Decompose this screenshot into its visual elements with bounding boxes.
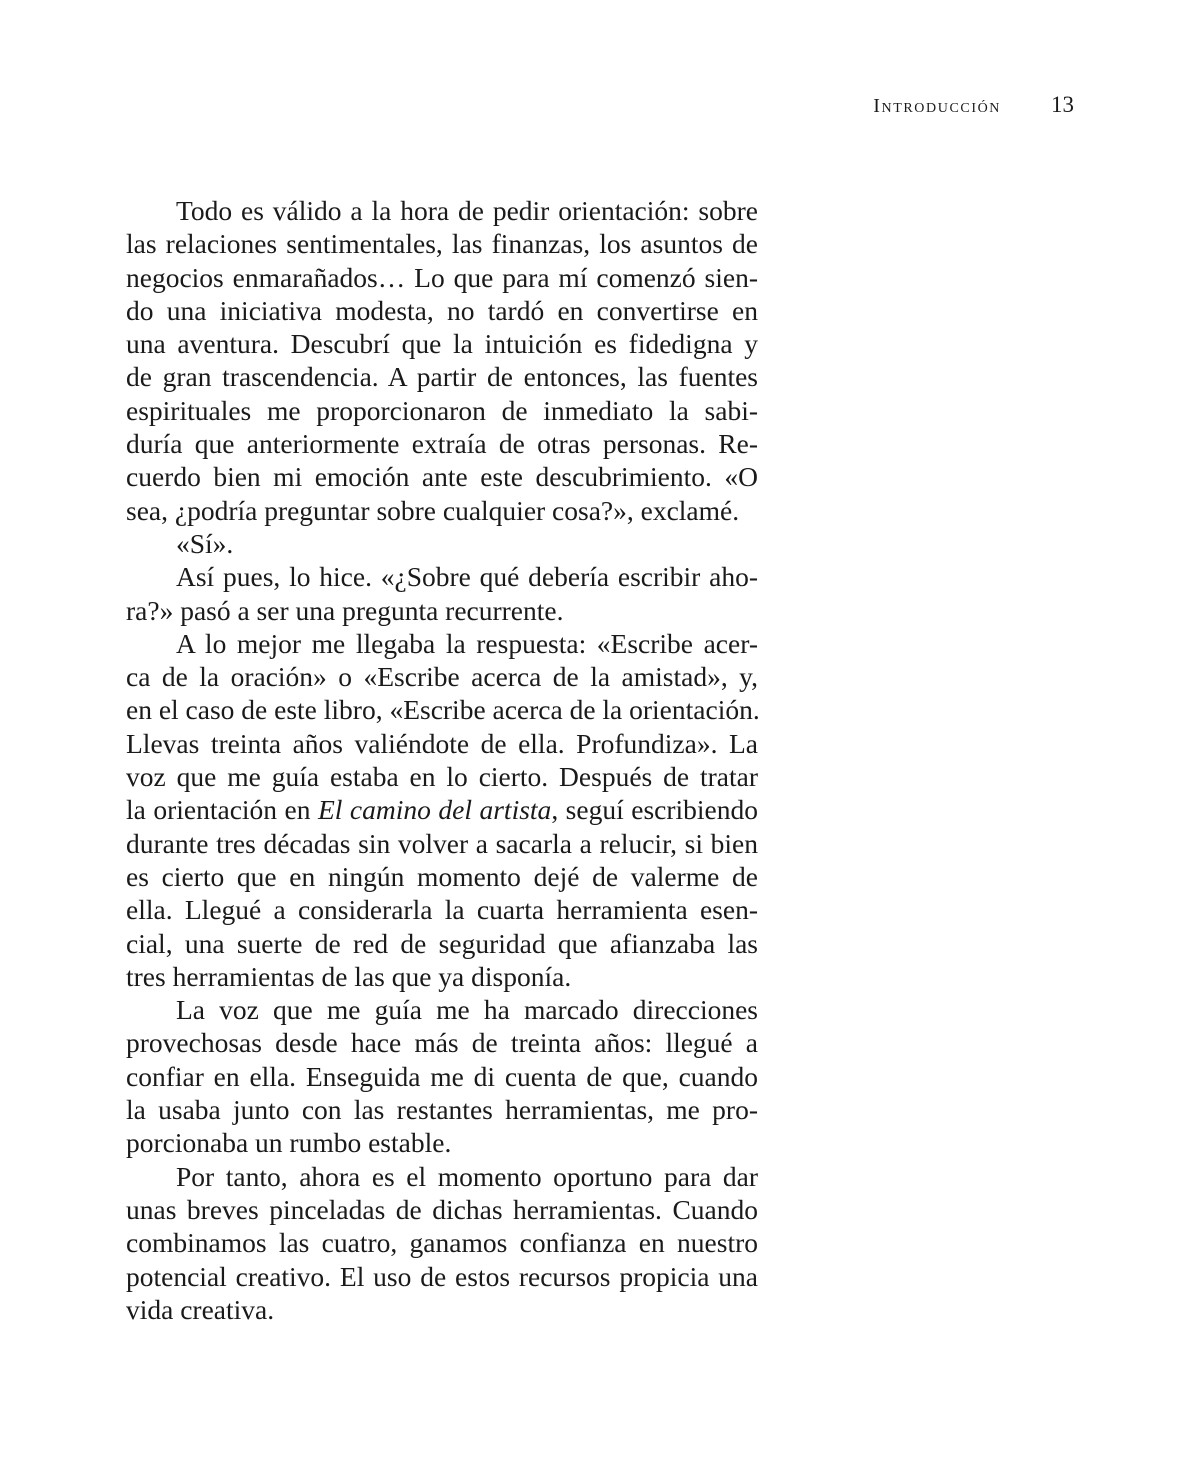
text-line	[126, 394, 758, 427]
text-line	[126, 760, 758, 793]
text-line	[126, 727, 758, 760]
text-segment: en el caso de este libro, «Escribe acerca de la orientación.	[126, 694, 760, 726]
text-line	[126, 261, 758, 294]
running-head	[873, 92, 1074, 118]
text-line	[126, 427, 758, 460]
text-line	[126, 1060, 758, 1093]
text-segment: la usaba junto con las restantes herramientas, me pro-	[126, 1094, 758, 1126]
text-segment: porcionaba un rumbo estable.	[126, 1127, 452, 1159]
text-line	[126, 494, 758, 527]
text-line	[126, 993, 758, 1026]
text-line	[126, 693, 758, 726]
text-segment: combinamos las cuatro, ganamos confianza en nuestro	[126, 1227, 758, 1259]
text-segment: vida creativa.	[126, 1293, 275, 1325]
text-line	[126, 827, 758, 860]
page-number: 13	[1051, 92, 1074, 117]
text-segment: confiar en ella. Enseguida me di cuenta de que, cuando	[126, 1060, 758, 1092]
text-line	[126, 893, 758, 926]
text-segment: de gran trascendencia. A partir de entonces, las fuentes	[126, 361, 758, 393]
text-line	[126, 360, 758, 393]
text-segment: ra?» pasó a ser una pregunta recurrente.	[126, 594, 564, 626]
text-line	[126, 594, 758, 627]
text-segment: A lo mejor me llegaba la respuesta: «Escribe acer-	[176, 627, 758, 659]
text-segment: do una iniciativa modesta, no tardó en convertirse en	[126, 294, 758, 326]
text-line	[126, 660, 758, 693]
text-segment: «Sí».	[176, 527, 234, 559]
book-title-italic: El camino del artista	[318, 794, 552, 826]
text-segment: , seguí escribiendo	[551, 794, 758, 826]
text-segment: durante tres décadas sin volver a sacarla a relucir, si bien	[126, 827, 758, 859]
text-segment: ella. Llegué a considerarla la cuarta herramienta esen-	[126, 894, 758, 926]
text-segment: La voz que me guía me ha marcado direcciones	[176, 994, 758, 1026]
text-line	[126, 1026, 758, 1059]
text-line	[126, 1260, 758, 1293]
text-segment: duría que anteriormente extraía de otras personas. Re-	[126, 428, 758, 460]
chapter-title: Introducción	[873, 95, 1001, 117]
text-segment: ca de la oración» o «Escribe acerca de la amistad», y,	[126, 661, 758, 693]
text-line	[126, 1160, 758, 1193]
text-segment: negocios enmarañados… Lo que para mí comenzó sien-	[126, 261, 758, 293]
text-segment: tres herramientas de las que ya disponía.	[126, 960, 572, 992]
text-segment: cial, una suerte de red de seguridad que afianzaba las	[126, 927, 758, 959]
text-segment: una aventura. Descubrí que la intuición es fidedigna y	[126, 328, 758, 360]
text-segment: Así pues, lo hice. «¿Sobre qué debería escribir aho-	[176, 561, 758, 593]
text-line	[126, 627, 758, 660]
text-segment: las relaciones sentimentales, las finanzas, los asuntos de	[126, 228, 758, 260]
text-line	[126, 927, 758, 960]
text-line	[126, 1226, 758, 1259]
text-line	[126, 860, 758, 893]
text-line	[126, 194, 758, 227]
text-line	[126, 793, 758, 826]
text-line	[126, 1293, 758, 1326]
text-line	[126, 527, 758, 560]
text-line	[126, 294, 758, 327]
text-line	[126, 560, 758, 593]
text-segment: espirituales me proporcionaron de inmediato la sabi-	[126, 394, 758, 426]
text-segment: Todo es válido a la hora de pedir orientación: sobre	[176, 195, 758, 226]
text-segment: Llevas treinta años valiéndote de ella. Profundiza». La	[126, 727, 758, 759]
text-segment: unas breves pinceladas de dichas herramientas. Cuando	[126, 1193, 758, 1225]
text-segment: voz que me guía estaba en lo cierto. Después de tratar	[126, 761, 758, 793]
text-line	[126, 1093, 758, 1126]
text-line	[126, 460, 758, 493]
text-segment: cuerdo bien mi emoción ante este descubrimiento. «O	[126, 461, 758, 493]
text-segment: la orientación en	[126, 794, 318, 826]
text-line	[126, 1126, 758, 1159]
text-segment: sea, ¿podría preguntar sobre cualquier cosa?», exclamé.	[126, 494, 740, 526]
text-line	[126, 960, 758, 993]
text-segment: provechosas desde hace más de treinta años: llegué a	[126, 1027, 758, 1059]
text-segment: Por tanto, ahora es el momento oportuno para dar	[176, 1160, 758, 1192]
text-line	[126, 1193, 758, 1226]
text-segment: es cierto que en ningún momento dejé de valerme de	[126, 860, 758, 892]
text-line	[126, 227, 758, 260]
body-text	[126, 194, 758, 1326]
text-segment: potencial creativo. El uso de estos recursos propicia una	[126, 1260, 758, 1292]
text-line	[126, 327, 758, 360]
